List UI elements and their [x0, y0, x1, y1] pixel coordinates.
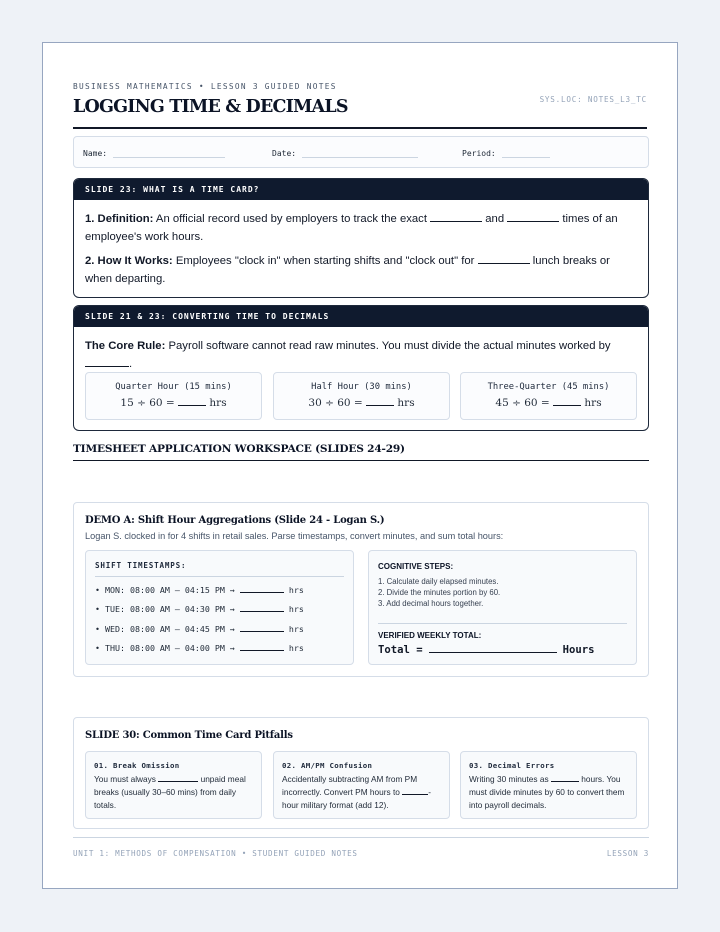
unit-label: hrs: [584, 397, 602, 409]
unit-label: hrs: [288, 624, 304, 634]
total-blank[interactable]: [429, 643, 557, 653]
hours-blank[interactable]: [240, 604, 284, 612]
box-title: Quarter Hour (15 mins): [115, 382, 232, 392]
timestamps-heading: SHIFT TIMESTAMPS:: [95, 561, 187, 570]
worksheet-page: [42, 42, 678, 889]
core-rule-text: Payroll software cannot read raw minutes. You must divide the actual minutes worked by: [168, 340, 611, 352]
pitfall-text-a: Writing 30 minutes as: [469, 774, 549, 784]
equation-text: 15 ÷ 60 =: [120, 397, 175, 409]
answer-blank[interactable]: [178, 398, 206, 406]
cognitive-steps-box: [368, 550, 637, 665]
course-kicker: BUSINESS MATHEMATICS • LESSON 3 GUIDED NOTES: [73, 82, 337, 91]
shift-row-thu: [95, 643, 304, 653]
how-it-works-text-b: lunch breaks or when departing.: [85, 255, 610, 285]
card-body: [74, 327, 648, 373]
date-field[interactable]: [272, 149, 418, 158]
pitfalls-panel: [73, 717, 649, 829]
shift-text: • WED: 08:00 AM – 04:45 PM →: [95, 624, 235, 634]
fill-blank-2[interactable]: [507, 211, 559, 222]
shift-text: • THU: 08:00 AM – 04:00 PM →: [95, 643, 235, 653]
three-quarter-hour-box: [460, 372, 637, 420]
definition-text-c: times of an employee's work hours.: [85, 213, 618, 243]
page-header: [73, 43, 647, 129]
half-hour-box: [273, 372, 450, 420]
pitfall-text-a: You must always: [94, 774, 156, 784]
demo-a-panel: [73, 502, 649, 677]
fill-blank[interactable]: [402, 787, 428, 795]
system-location-label: SYS.LOC: NOTES_L3_TC: [539, 95, 647, 104]
footer-lesson-label: LESSON 3: [606, 849, 649, 858]
how-it-works-paragraph: [85, 252, 637, 288]
box-title: Three-Quarter (45 mins): [487, 382, 610, 392]
how-it-works-text-a: Employees "clock in" when starting shifts and "clock out" for: [175, 255, 475, 267]
core-rule-end: .: [129, 358, 133, 370]
conversion-examples: [85, 372, 637, 420]
unit-label: hrs: [288, 643, 304, 653]
pitfall-am-pm-confusion: [273, 751, 450, 819]
definition-text-a: An official record used by employers to track the exact: [155, 213, 427, 225]
pitfall-text-b: -hour military format (add 12).: [282, 787, 431, 810]
divider: [378, 623, 627, 624]
shift-row-wed: [95, 624, 304, 634]
answer-blank[interactable]: [553, 398, 581, 406]
definition-text-b: and: [485, 213, 505, 225]
box-equation: [274, 397, 449, 409]
page-title: LOGGING TIME & DECIMALS: [73, 97, 348, 117]
step-item: 2. Divide the minutes portion by 60.: [378, 588, 501, 597]
demo-title: DEMO A: Shift Hour Aggregations (Slide 24 - Logan S.): [85, 515, 385, 526]
pitfalls-title: SLIDE 30: Common Time Card Pitfalls: [85, 730, 293, 741]
shift-row-mon: [95, 585, 304, 595]
fill-blank[interactable]: [551, 774, 579, 782]
answer-blank[interactable]: [366, 398, 394, 406]
pitfall-heading: 02. AM/PM Confusion: [282, 761, 373, 770]
shift-text: • MON: 08:00 AM – 04:15 PM →: [95, 585, 235, 595]
core-rule-label: The Core Rule:: [85, 340, 166, 352]
pitfall-heading: 03. Decimal Errors: [469, 761, 555, 770]
period-field[interactable]: [462, 149, 550, 158]
fill-blank-4[interactable]: [85, 356, 129, 367]
date-label: Date:: [272, 149, 297, 158]
name-label: Name:: [83, 149, 108, 158]
fill-blank-1[interactable]: [430, 211, 482, 222]
pitfall-heading: 01. Break Omission: [94, 761, 180, 770]
student-info-bar: [73, 136, 649, 168]
pitfall-text: [282, 773, 444, 812]
definition-paragraph: [85, 210, 637, 246]
period-label: Period:: [462, 149, 496, 158]
converting-decimals-card: [73, 305, 649, 431]
weekly-total-label: VERIFIED WEEKLY TOTAL:: [378, 631, 482, 640]
shift-text: • TUE: 08:00 AM – 04:30 PM →: [95, 604, 235, 614]
total-prefix: Total =: [378, 644, 423, 656]
unit-label: hrs: [288, 604, 304, 614]
cognitive-steps-heading: COGNITIVE STEPS:: [378, 562, 454, 571]
core-rule-paragraph: [85, 337, 637, 373]
footer-unit-label: UNIT 1: METHODS OF COMPENSATION • STUDENT GUIDED NOTES: [73, 849, 358, 858]
hours-blank[interactable]: [240, 585, 284, 593]
weekly-total-line: [378, 643, 595, 656]
hours-blank[interactable]: [240, 624, 284, 632]
pitfall-break-omission: [85, 751, 262, 819]
card-header: SLIDE 21 & 23: CONVERTING TIME TO DECIMALS: [74, 306, 648, 327]
name-field[interactable]: [83, 149, 225, 158]
pitfall-text: [469, 773, 631, 812]
shift-row-tue: [95, 604, 304, 614]
quarter-hour-box: [85, 372, 262, 420]
equation-text: 45 ÷ 60 =: [495, 397, 550, 409]
divider: [95, 576, 344, 577]
unit-label: hrs: [288, 585, 304, 595]
period-line[interactable]: [502, 150, 550, 158]
fill-blank[interactable]: [158, 774, 198, 782]
unit-label: hrs: [209, 397, 227, 409]
equation-text: 30 ÷ 60 =: [308, 397, 363, 409]
pitfall-text: [94, 773, 256, 812]
box-equation: [86, 397, 261, 409]
pitfall-text-b: hours. You must divide minutes by 60 to convert them into payroll decimals.: [469, 774, 625, 810]
pitfall-text-b: unpaid meal breaks (usually 30–60 mins) from daily totals.: [94, 774, 246, 810]
how-it-works-label: 2. How It Works:: [85, 255, 173, 267]
name-line[interactable]: [113, 150, 225, 158]
pitfall-text-a: Accidentally subtracting AM from PM incorrectly. Convert PM hours to: [282, 774, 418, 797]
unit-label: hrs: [397, 397, 415, 409]
shift-timestamps-box: [85, 550, 354, 665]
step-item: 3. Add decimal hours together.: [378, 599, 484, 608]
page-footer: [73, 837, 649, 861]
box-title: Half Hour (30 mins): [311, 382, 412, 392]
workspace-section-title: TIMESHEET APPLICATION WORKSPACE (SLIDES 24-29): [73, 443, 649, 461]
fill-blank-3[interactable]: [478, 253, 530, 264]
card-body: [74, 200, 648, 288]
definition-label: 1. Definition:: [85, 213, 154, 225]
pitfall-decimal-errors: [460, 751, 637, 819]
step-item: 1. Calculate daily elapsed minutes.: [378, 577, 499, 586]
time-card-definition-card: [73, 178, 649, 298]
box-equation: [461, 397, 636, 409]
hours-blank[interactable]: [240, 643, 284, 651]
demo-subtitle: Logan S. clocked in for 4 shifts in retail sales. Parse timestamps, convert minutes, and sum total hours:: [85, 531, 504, 541]
card-header: SLIDE 23: WHAT IS A TIME CARD?: [74, 179, 648, 200]
date-line[interactable]: [302, 150, 418, 158]
total-suffix: Hours: [562, 644, 595, 656]
